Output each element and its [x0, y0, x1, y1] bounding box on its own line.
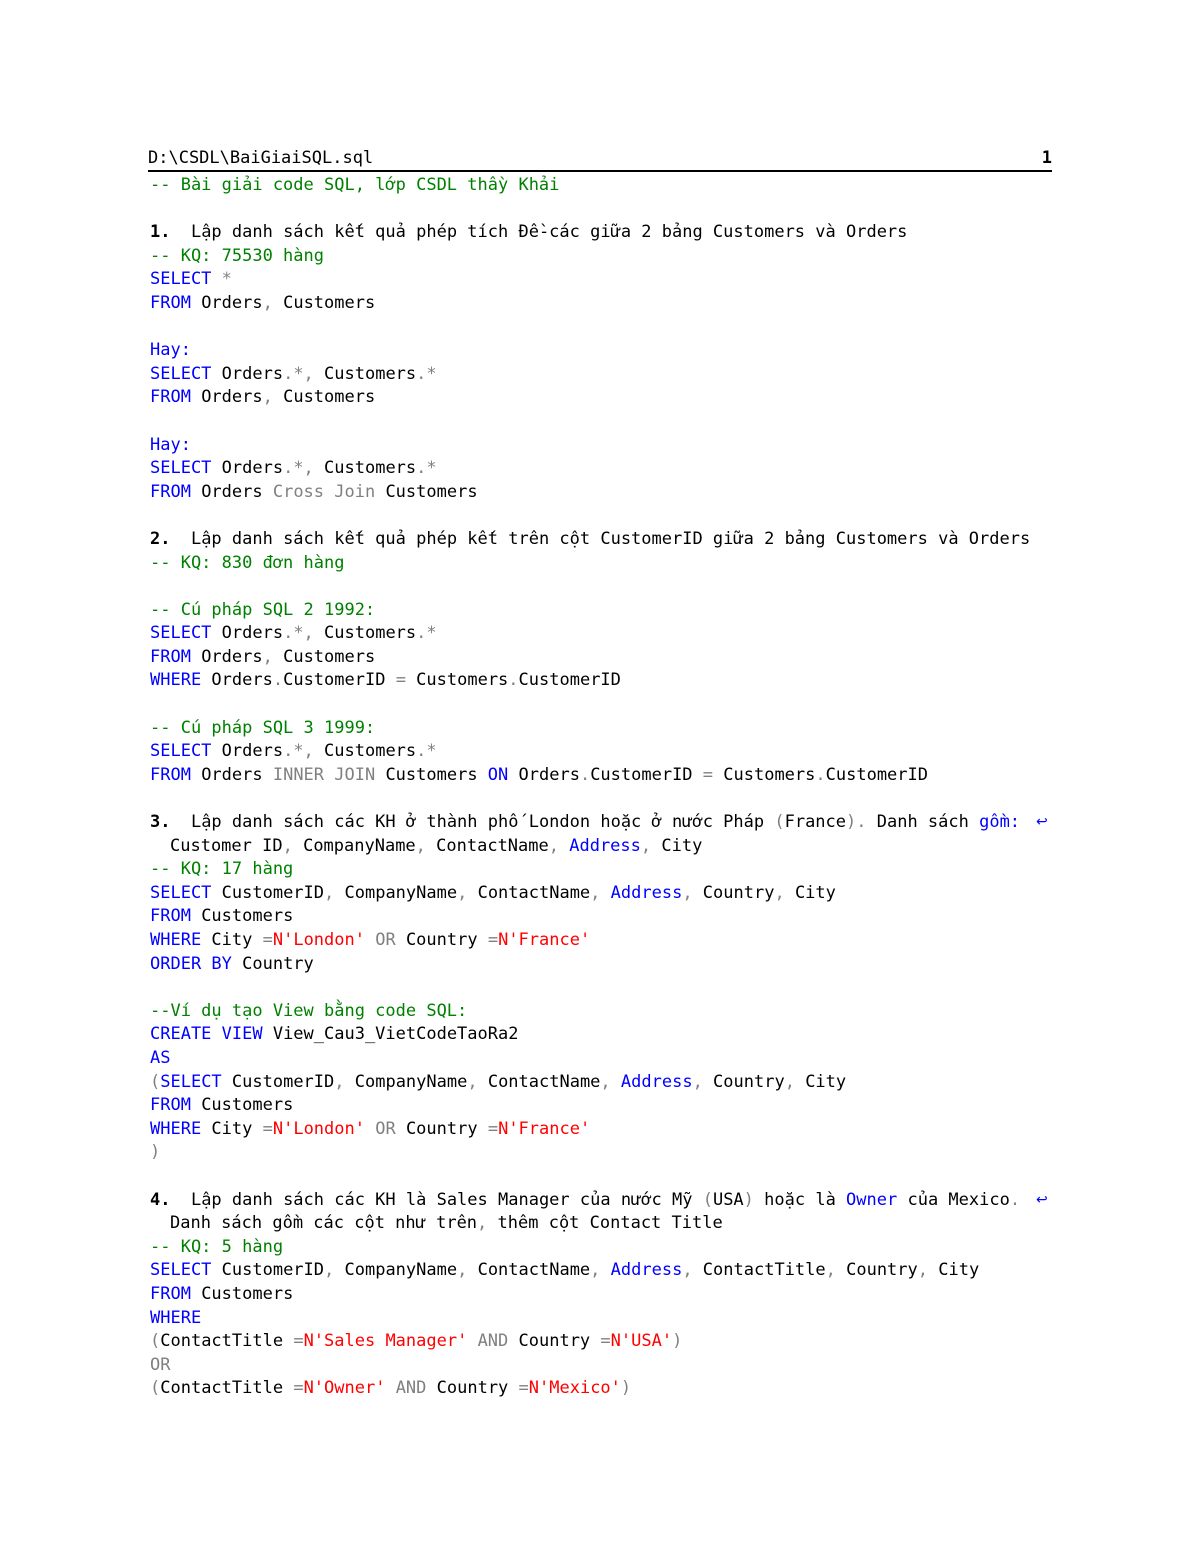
code-line [150, 1071, 1060, 1095]
code-token: , [415, 835, 426, 856]
code-token: CustomerID [211, 882, 325, 903]
code-token: FROM [150, 906, 191, 927]
code-token: Address [600, 1260, 683, 1281]
code-line [150, 174, 1060, 198]
code-token: AS [150, 1047, 171, 1068]
code-line [150, 504, 1060, 528]
code-line [150, 811, 1060, 835]
code-line [150, 528, 1060, 552]
code-token: ). [846, 812, 867, 833]
code-token: của Mexico [897, 1189, 1010, 1210]
code-token: N'London' [272, 1118, 365, 1139]
code-token: Address [559, 835, 641, 856]
code-token: , [467, 1071, 478, 1092]
code-token: ) [620, 1378, 632, 1399]
code-token: , [324, 882, 335, 903]
code-token: -- Bài giải code SQL, lớp CSDL thầy Khải [150, 175, 560, 195]
code-token: WHERE [150, 1118, 202, 1139]
code-line [150, 717, 1060, 741]
code-token: Customers [375, 764, 488, 785]
code-token: Lập danh sách kết quả phép tích Đề-các giữa 2 bảng Customers và Orders [170, 222, 908, 243]
code-token: ContactTitle [692, 1260, 826, 1281]
code-token: CustomerID [283, 670, 396, 691]
code-line [150, 1000, 1060, 1024]
code-token: Country [702, 1071, 785, 1092]
code-line [150, 1118, 1060, 1142]
code-token: Customers [190, 1283, 294, 1304]
code-token: 1. [150, 222, 171, 243]
code-token: Orders [190, 646, 263, 667]
code-token: CustomerID [221, 1071, 335, 1092]
code-token: ContactName [425, 835, 549, 856]
code-token: . [579, 764, 591, 785]
code-token: , [590, 1260, 601, 1281]
code-token: FROM [150, 481, 191, 502]
code-token: CustomerID [590, 764, 703, 785]
code-token: City [201, 930, 263, 950]
code-line [150, 1307, 1060, 1331]
code-line [150, 363, 1060, 387]
code-token: ContactName [477, 1071, 601, 1092]
code-token: N'Owner' [303, 1378, 386, 1399]
code-token: SELECT [150, 882, 212, 903]
code-line [150, 905, 1060, 929]
code-token: , [324, 1260, 335, 1281]
code-line [150, 1047, 1060, 1071]
code-line [150, 953, 1060, 977]
code-token: SELECT [160, 1071, 222, 1092]
code-token: N'USA' [610, 1331, 673, 1352]
code-token: , [262, 646, 273, 667]
code-token: Customers [375, 481, 478, 502]
code-token: SELECT [150, 363, 212, 384]
code-token: FROM [150, 1095, 191, 1116]
code-token: 3. [150, 812, 171, 833]
code-line [150, 764, 1060, 788]
code-token: CompanyName [292, 835, 416, 856]
code-token: Owner [846, 1189, 898, 1210]
code-token: Hay: [150, 434, 191, 455]
code-line [150, 292, 1060, 316]
code-token: Country [508, 1331, 601, 1352]
code-token: FROM [150, 292, 191, 313]
code-line [150, 693, 1060, 717]
code-line [150, 221, 1060, 245]
code-token: * [211, 269, 232, 290]
code-token: .*, [283, 741, 325, 762]
code-token: . [815, 764, 826, 785]
code-line [150, 835, 1060, 859]
code-token: -- Cú pháp SQL 3 1999: [150, 717, 376, 738]
line-wrap-icon: ↩ [1036, 814, 1048, 831]
code-token: , [548, 835, 559, 856]
code-token: Orders [201, 670, 273, 691]
code-token: Orders [190, 292, 263, 313]
code-line [150, 386, 1060, 410]
code-line [150, 316, 1060, 340]
code-token: Danh sách gồm các cột như trên [170, 1213, 478, 1234]
code-token: = [262, 1118, 273, 1139]
code-token: , [682, 1260, 693, 1281]
code-line [150, 646, 1060, 670]
code-token: ) [672, 1331, 683, 1352]
code-token: , [590, 882, 601, 903]
code-token: = [600, 1331, 611, 1352]
code-token: FROM [150, 764, 191, 785]
code-token: . [508, 670, 519, 691]
code-token: CREATE VIEW [150, 1024, 263, 1045]
code-token: City [784, 882, 836, 903]
sql-code-listing [150, 174, 1060, 1401]
code-token: N'Mexico' [528, 1378, 621, 1399]
code-line [150, 1189, 1060, 1213]
code-line [150, 410, 1060, 434]
code-token: CustomerID [211, 1260, 325, 1281]
code-line [150, 882, 1060, 906]
code-token: thêm cột Contact Title [487, 1213, 723, 1234]
code-token: -- KQ: 5 hàng [150, 1236, 284, 1257]
code-token: , [457, 1260, 468, 1281]
code-line [150, 434, 1060, 458]
code-token: Address [610, 1071, 693, 1092]
code-token: ) [150, 1142, 161, 1163]
code-line [150, 1330, 1060, 1354]
code-token: , [692, 1071, 703, 1092]
code-token: N'Sales Manager' [303, 1331, 468, 1352]
code-token: SELECT [150, 458, 212, 479]
code-token: Orders [211, 741, 284, 762]
code-token: ON [487, 764, 509, 785]
code-token: Hay: [150, 340, 191, 361]
code-token: Address [600, 882, 683, 903]
code-line [150, 858, 1060, 882]
code-line [150, 1165, 1060, 1189]
code-token: Customers [324, 741, 417, 762]
code-token: Lập danh sách các KH ở thành phố London hoặc ở nước Pháp [170, 812, 775, 833]
code-token: Orders [211, 623, 284, 644]
code-token: Country [426, 1378, 519, 1399]
code-token: City [201, 1118, 263, 1139]
code-token: .*, [283, 363, 325, 384]
code-token: SELECT [150, 623, 212, 644]
code-token: -- KQ: 75530 hàng [150, 245, 324, 266]
code-token: View_Cau3_VietCodeTaoRa2 [262, 1024, 519, 1045]
code-token: . [1009, 1189, 1021, 1210]
page-header [148, 146, 1052, 172]
code-token: City [928, 1260, 980, 1281]
code-token: Customers [405, 670, 509, 691]
code-line [150, 929, 1060, 953]
code-token: CompanyName [344, 1071, 468, 1092]
code-line [150, 1141, 1060, 1165]
code-token: OR [364, 930, 396, 950]
code-token: , [682, 882, 693, 903]
code-token: Customers [272, 292, 376, 313]
code-token: N'France' [498, 930, 591, 950]
code-token: -- Cú pháp SQL 2 1992: [150, 599, 376, 620]
code-token: Customers [713, 764, 816, 785]
file-path: D:\CSDL\BaiGiaiSQL.sql [148, 148, 374, 168]
code-token: = [518, 1378, 529, 1399]
code-token: = [293, 1378, 304, 1399]
code-token: France [784, 812, 847, 833]
code-token: CompanyName [334, 1260, 458, 1281]
code-line [150, 198, 1060, 222]
code-token: Customer ID [170, 835, 283, 856]
code-line [150, 1283, 1060, 1307]
code-token: , [334, 1071, 345, 1092]
code-token: = [395, 670, 406, 691]
code-token: Country [692, 882, 775, 903]
code-token: Orders [190, 481, 273, 502]
code-token: Customers [190, 906, 294, 927]
code-token: Country [835, 1260, 918, 1281]
code-token: CompanyName [334, 882, 458, 903]
code-line [150, 339, 1060, 363]
code-token: -- KQ: 830 đơn hàng [150, 552, 345, 573]
code-token: Orders [190, 387, 263, 408]
code-token: , [457, 882, 468, 903]
code-token: SELECT [150, 1260, 212, 1281]
code-token: SELECT [150, 269, 212, 290]
code-token: = [487, 930, 499, 950]
code-line [150, 268, 1060, 292]
code-token: Orders [211, 363, 284, 384]
code-token: = [262, 930, 273, 950]
code-token: . [272, 670, 284, 691]
page-number: 1 [1041, 148, 1052, 168]
code-token: CustomerID [518, 670, 621, 691]
code-line [150, 1023, 1060, 1047]
code-token: .* [416, 363, 437, 384]
code-token: Orders [508, 764, 580, 785]
code-token: -- KQ: 17 hàng [150, 859, 294, 880]
code-token: .* [416, 458, 437, 479]
code-token: ORDER BY [150, 953, 232, 974]
code-token: ) [743, 1189, 754, 1210]
code-token: , [600, 1071, 611, 1092]
code-token: Country [395, 1118, 488, 1139]
code-token: City [651, 835, 703, 856]
code-token: , [262, 387, 273, 408]
code-token: Orders [190, 764, 273, 785]
code-token: WHERE [150, 670, 202, 691]
code-token: Orders [211, 458, 284, 479]
code-token: ( [150, 1071, 161, 1092]
code-token: Country [395, 930, 488, 950]
code-token: Customers [324, 623, 417, 644]
code-token: , [282, 835, 293, 856]
code-token: WHERE [150, 1307, 202, 1328]
code-token: ContactName [467, 1260, 591, 1281]
code-line [150, 1212, 1060, 1236]
code-line [150, 245, 1060, 269]
code-line [150, 740, 1060, 764]
code-line [150, 976, 1060, 1000]
code-token: ContactName [467, 882, 591, 903]
code-token: N'France' [498, 1118, 591, 1139]
code-line [150, 481, 1060, 505]
code-line [150, 1094, 1060, 1118]
code-token: ( [150, 1331, 161, 1352]
code-token: Customers [324, 363, 417, 384]
code-token: USA [712, 1189, 744, 1210]
code-token: Customers [190, 1095, 294, 1116]
code-token: Lập danh sách các KH là Sales Manager của nước Mỹ [170, 1189, 703, 1210]
code-token: WHERE [150, 930, 202, 950]
line-wrap-icon: ↩ [1036, 1191, 1048, 1208]
code-line [150, 1377, 1060, 1401]
code-token: .*, [283, 458, 325, 479]
code-token: Danh sách [866, 812, 980, 833]
code-token: ( [774, 812, 785, 833]
code-token: N'London' [272, 930, 365, 950]
code-token: --Ví dụ tạo View bằng code SQL: [150, 1000, 468, 1021]
code-token: OR [364, 1118, 396, 1139]
code-token: ContactTitle [160, 1378, 294, 1399]
code-token: .*, [283, 623, 325, 644]
code-token: , [262, 292, 273, 313]
code-token: hoặc là [753, 1189, 847, 1210]
code-token: Lập danh sách kết quả phép kết trên cột CustomerID giữa 2 bảng Customers và Orders [170, 528, 1031, 549]
code-line [150, 1354, 1060, 1378]
code-token: INNER JOIN [272, 764, 376, 785]
code-token: Country [231, 953, 314, 974]
code-token: , [774, 882, 785, 903]
code-token: .* [416, 741, 437, 762]
code-token: , [640, 835, 652, 856]
code-token: ( [702, 1189, 713, 1210]
code-line [150, 1259, 1060, 1283]
code-token: City [794, 1071, 847, 1092]
code-token: = [293, 1331, 304, 1352]
code-token: Customers [324, 458, 417, 479]
code-token: 4. [150, 1189, 171, 1210]
code-token: FROM [150, 387, 191, 408]
code-line [150, 575, 1060, 599]
code-token: ContactTitle [160, 1331, 294, 1352]
code-token: SELECT [150, 741, 212, 762]
code-token: OR [150, 1354, 171, 1375]
code-token: Customers [272, 387, 376, 408]
code-line [150, 457, 1060, 481]
code-line [150, 599, 1060, 623]
code-line [150, 787, 1060, 811]
code-token: = [487, 1118, 499, 1139]
code-token: , [477, 1213, 488, 1234]
code-line [150, 1236, 1060, 1260]
code-token: .* [416, 623, 437, 644]
code-token: ( [150, 1378, 161, 1399]
code-token: , [917, 1260, 929, 1281]
code-token: Cross Join [272, 481, 376, 502]
code-token: , [825, 1260, 836, 1281]
code-token: gồm: [979, 812, 1021, 833]
code-line [150, 552, 1060, 576]
code-token: 2. [150, 528, 171, 549]
code-line [150, 622, 1060, 646]
code-token: AND [385, 1378, 427, 1399]
code-token: Customers [272, 646, 376, 667]
code-token: = [702, 764, 714, 785]
code-line [150, 669, 1060, 693]
code-token: CustomerID [825, 764, 928, 785]
code-token: FROM [150, 1283, 191, 1304]
code-token: , [784, 1071, 795, 1092]
code-token: FROM [150, 646, 191, 667]
code-token: AND [467, 1331, 509, 1352]
